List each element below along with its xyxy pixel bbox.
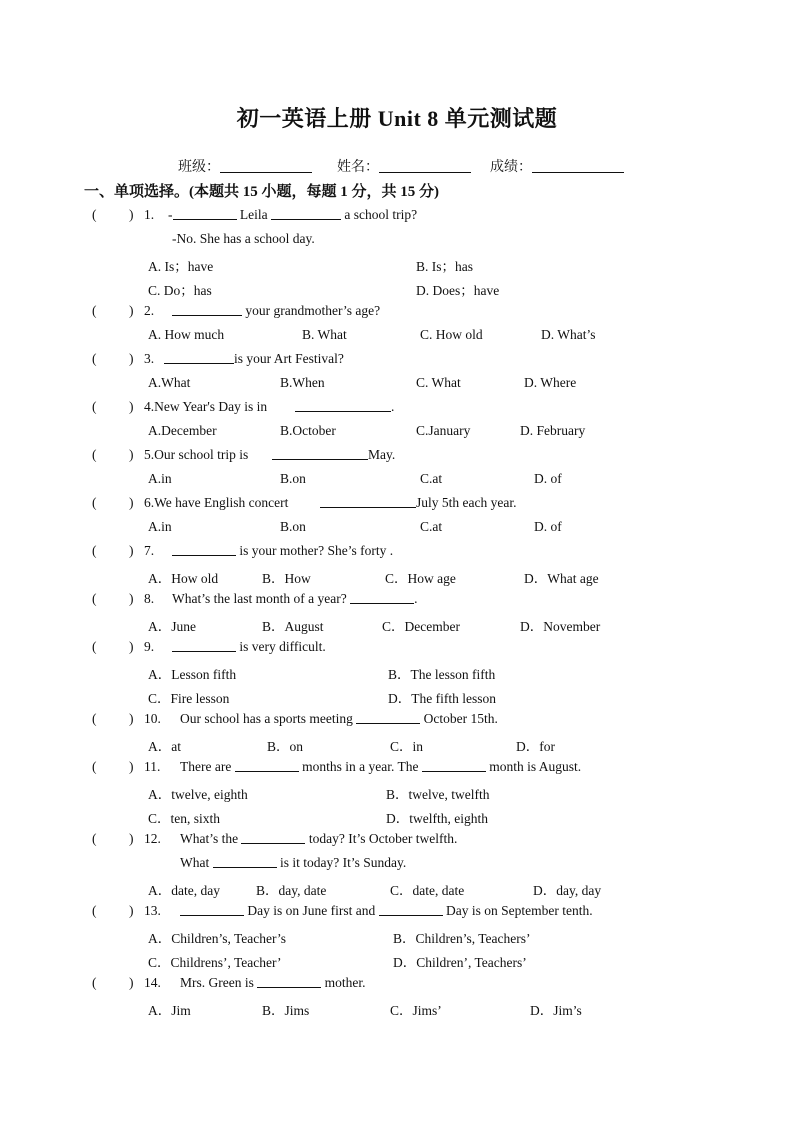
question-line-2: -No. She has a school day. (172, 231, 315, 246)
option-c: C. What (416, 375, 461, 390)
answer-paren-right: ) (129, 447, 134, 462)
question-stem: Day is on June first and Day is on September tenth. (180, 903, 593, 919)
option-a: A.What (148, 375, 191, 390)
option-b: B.October (280, 423, 336, 438)
option-c: C．Childrens’, Teacher’ (148, 955, 282, 970)
option-c: C. Do；has (148, 283, 212, 298)
option-d: D．The fifth lesson (388, 691, 496, 706)
question-number: 7. (144, 543, 155, 558)
blank[interactable] (379, 903, 443, 916)
blank[interactable] (320, 495, 416, 508)
answer-paren-left: ( (92, 447, 97, 462)
blank[interactable] (241, 831, 305, 844)
blank[interactable] (213, 855, 277, 868)
option-b: B．day, date (256, 883, 327, 898)
answer-paren-right: ) (129, 639, 134, 654)
option-d: D．day, day (533, 883, 602, 898)
question-stem: is very difficult. (172, 639, 326, 655)
score-field[interactable] (532, 158, 624, 173)
question-stem: is your Art Festival? (164, 351, 344, 367)
blank[interactable] (295, 399, 391, 412)
answer-paren-left: ( (92, 303, 97, 318)
option-a: A. Is；have (148, 259, 214, 274)
option-a: A．Lesson fifth (148, 667, 237, 682)
blank[interactable] (422, 759, 486, 772)
question-stem-start: 6.We have English concert (144, 495, 289, 510)
option-a: A．June (148, 619, 196, 634)
class-label: 班级： (178, 160, 220, 175)
blank[interactable] (235, 759, 299, 772)
question-number: 13. (144, 903, 161, 918)
option-a: A.in (148, 519, 172, 534)
blank[interactable] (172, 543, 236, 556)
option-d: D. Where (524, 375, 577, 390)
question-stem-start: 5.Our school trip is (144, 447, 249, 462)
answer-paren-left: ( (92, 639, 97, 654)
answer-paren-left: ( (92, 975, 97, 990)
option-d: D. of (534, 519, 562, 534)
question-number: 1. (144, 207, 155, 222)
option-c: C.at (420, 471, 443, 486)
option-b: B．August (262, 619, 324, 634)
option-c: C．December (382, 619, 460, 634)
answer-paren-left: ( (92, 759, 97, 774)
question-stem: . (295, 399, 394, 415)
answer-paren-right: ) (129, 831, 134, 846)
answer-paren-right: ) (129, 903, 134, 918)
option-d: D. February (520, 423, 586, 438)
student-info-line (178, 156, 624, 176)
option-b: B.on (280, 471, 306, 486)
option-a: A．Jim (148, 1003, 191, 1018)
answer-paren-right: ) (129, 975, 134, 990)
answer-paren-right: ) (129, 207, 134, 222)
answer-paren-left: ( (92, 351, 97, 366)
page-title: 初一英语上册 Unit 8 单元测试题 (236, 106, 558, 131)
score-label: 成绩： (490, 160, 532, 175)
answer-paren-left: ( (92, 831, 97, 846)
option-a: A.December (148, 423, 217, 438)
question-stem: May. (272, 447, 395, 463)
option-c: C．Fire lesson (148, 691, 230, 706)
option-b: B．The lesson fifth (388, 667, 496, 682)
name-label: 姓名： (337, 160, 379, 175)
question-number: 10. (144, 711, 161, 726)
question-number: 11. (144, 759, 161, 774)
question-number: 3. (144, 351, 155, 366)
option-a: A．Children’s, Teacher’s (148, 931, 287, 946)
question-stem: your grandmother’s age? (172, 303, 380, 319)
blank[interactable] (173, 207, 237, 220)
answer-paren-left: ( (92, 495, 97, 510)
question-stem: What’s the today? It’s October twelfth. (180, 831, 458, 846)
option-d: D．twelfth, eighth (386, 811, 488, 826)
option-a: A．date, day (148, 883, 220, 898)
option-d: D．for (516, 739, 555, 754)
option-c: C．date, date (390, 883, 465, 898)
question-number: 8. (144, 591, 155, 606)
answer-paren-right: ) (129, 543, 134, 558)
option-d: D. Does；have (416, 283, 500, 298)
option-b: B. Is；has (416, 259, 473, 274)
answer-paren-left: ( (92, 711, 97, 726)
option-a: A．at (148, 739, 181, 754)
option-c: C.at (420, 519, 443, 534)
option-d: D．What age (524, 571, 599, 586)
option-a: A．How old (148, 571, 219, 586)
option-d: D. What’s (541, 327, 596, 342)
option-b: B．on (267, 739, 304, 754)
section-heading: 一、单项选择。(本题共 15 小题，每题 1 分，共 15 分) (84, 184, 439, 200)
question-number: 2. (144, 303, 155, 318)
blank[interactable] (356, 711, 420, 724)
blank[interactable] (172, 639, 236, 652)
question-stem: There are months in a year. The month is August. (180, 759, 582, 774)
answer-paren-right: ) (129, 495, 134, 510)
blank[interactable] (272, 447, 368, 460)
question-stem: - Leila a school trip? (168, 207, 418, 222)
option-b: B.on (280, 519, 306, 534)
option-a: A.in (148, 471, 172, 486)
question-stem: Our school has a sports meeting October 15th. (180, 711, 498, 726)
option-a: A. How much (148, 327, 225, 342)
blank[interactable] (257, 975, 321, 988)
answer-paren-right: ) (129, 399, 134, 414)
question-stem: is your mother? She’s forty . (172, 543, 393, 559)
option-b: B．Children’s, Teachers’ (393, 931, 531, 946)
question-number: 9. (144, 639, 155, 654)
name-field[interactable] (379, 158, 471, 173)
answer-paren-right: ) (129, 303, 134, 318)
option-d: D．November (520, 619, 601, 634)
question-number: 14. (144, 975, 161, 990)
option-d: D．Children’, Teachers’ (393, 955, 527, 970)
answer-paren-right: ) (129, 591, 134, 606)
option-d: D．Jim’s (530, 1003, 582, 1018)
option-b: B.When (280, 375, 325, 390)
question-stem: Mrs. Green is mother. (180, 975, 366, 990)
option-c: C. How old (420, 327, 483, 342)
option-c: C．How age (385, 571, 456, 586)
answer-paren-left: ( (92, 903, 97, 918)
question-stem: July 5th each year. (320, 495, 516, 511)
option-b: B．twelve, twelfth (386, 787, 490, 802)
class-field[interactable] (220, 158, 312, 173)
blank[interactable] (180, 903, 244, 916)
option-b: B. What (302, 327, 347, 342)
answer-paren-left: ( (92, 207, 97, 222)
question-stem-start: 4.New Year's Day is in (144, 399, 268, 414)
answer-paren-left: ( (92, 399, 97, 414)
blank[interactable] (172, 303, 242, 316)
question-stem: What’s the last month of a year? . (172, 591, 418, 606)
answer-paren-left: ( (92, 543, 97, 558)
answer-paren-left: ( (92, 591, 97, 606)
answer-paren-right: ) (129, 711, 134, 726)
answer-paren-right: ) (129, 351, 134, 366)
question-number: 12. (144, 831, 161, 846)
option-c: C．Jims’ (390, 1003, 442, 1018)
option-c: C．in (390, 739, 424, 754)
question-line-2: What is it today? It’s Sunday. (180, 855, 407, 870)
blank[interactable] (350, 591, 414, 604)
option-d: D. of (534, 471, 562, 486)
option-b: B．Jims (262, 1003, 310, 1018)
option-a: A．twelve, eighth (148, 787, 248, 802)
option-c: C．ten, sixth (148, 811, 221, 826)
option-c: C.January (416, 423, 471, 438)
blank[interactable] (271, 207, 341, 220)
answer-paren-right: ) (129, 759, 134, 774)
option-b: B．How (262, 571, 311, 586)
blank[interactable] (164, 351, 234, 364)
